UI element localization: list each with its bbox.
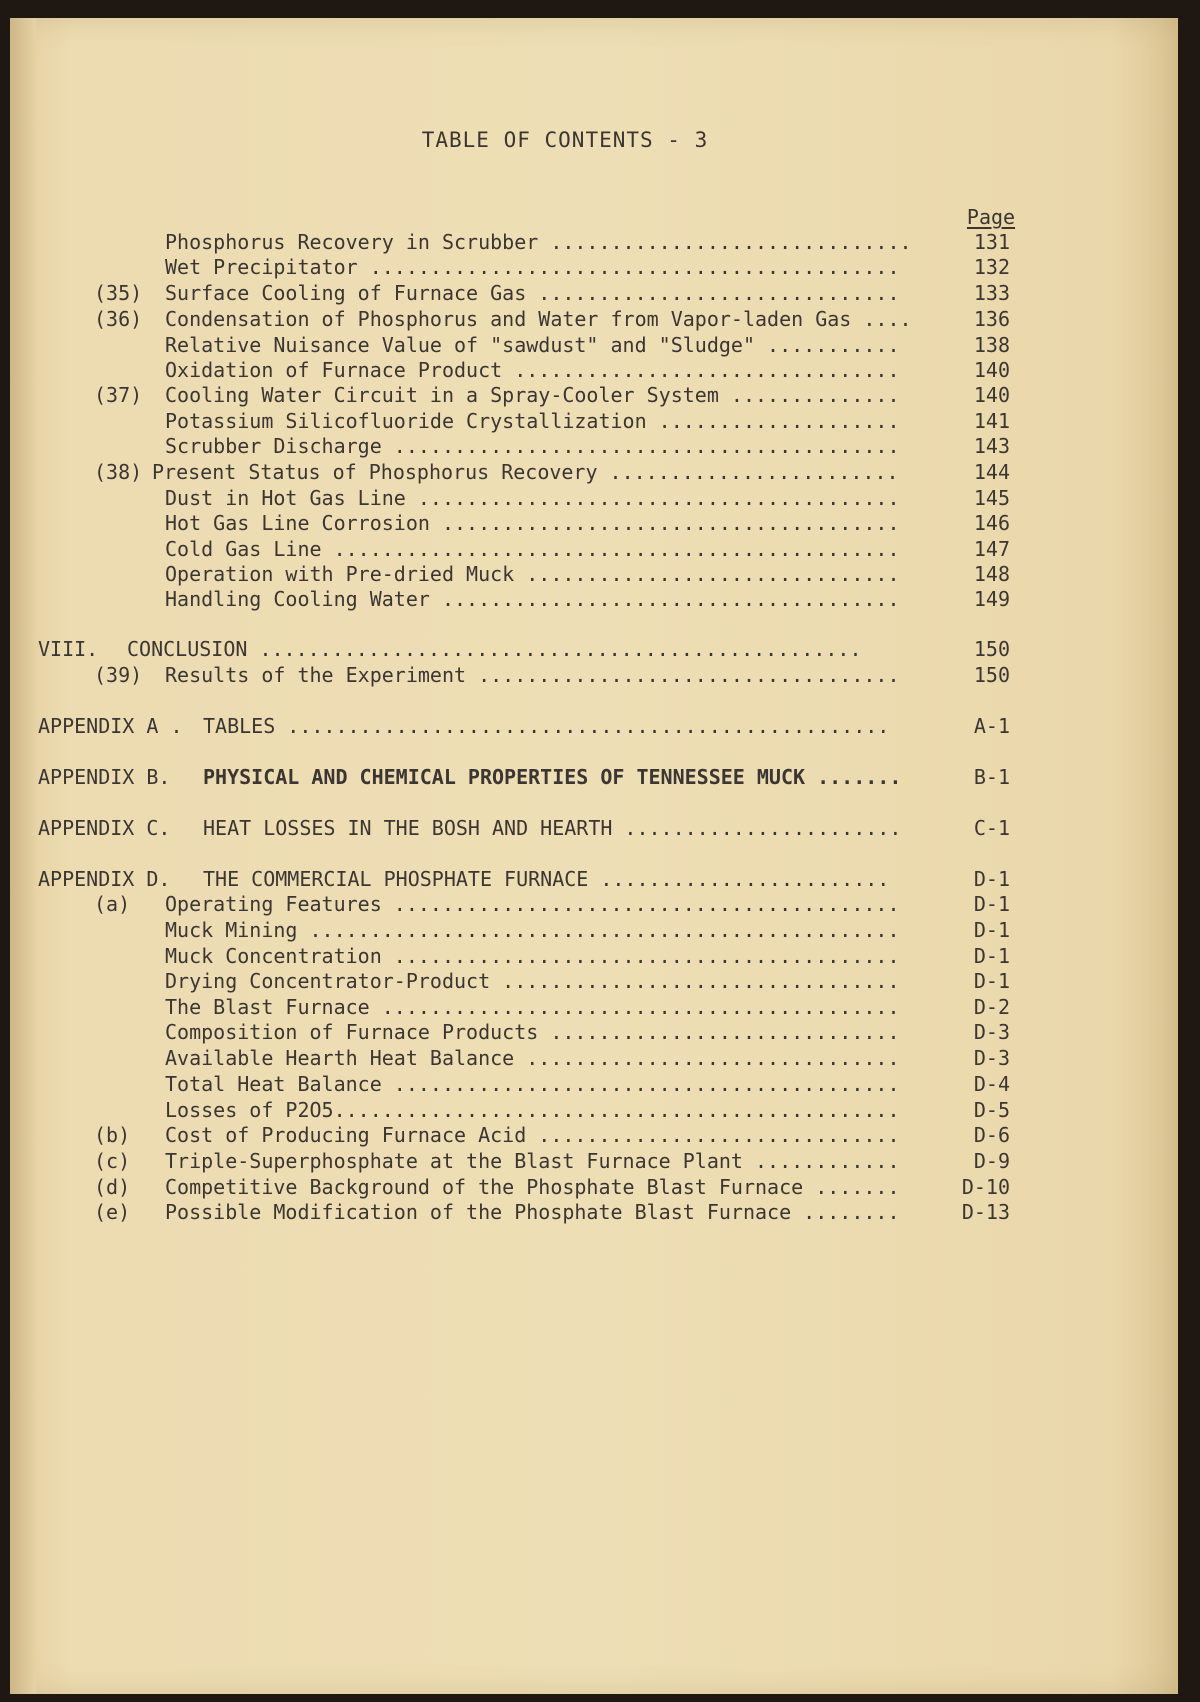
toc-entry-number: (37) xyxy=(94,383,143,407)
toc-entry-page: D-10 xyxy=(961,1175,1010,1199)
toc-entry xyxy=(0,1045,1200,1071)
toc-entry-title: Competitive Background of the Phosphate Blast Furnace ....... xyxy=(165,1175,900,1199)
toc-entry-title: Condensation of Phosphorus and Water from Vapor-laden Gas .... xyxy=(165,307,912,331)
toc-entry xyxy=(0,485,1200,511)
toc-entry-page: 144 xyxy=(973,460,1010,484)
toc-entry-page: D-1 xyxy=(973,944,1010,968)
toc-entry-title: Phosphorus Recovery in Scrubber .............................. xyxy=(165,230,912,254)
toc-entry-page: 148 xyxy=(973,562,1010,586)
toc-entry-title: Operation with Pre-dried Muck ............................... xyxy=(165,562,900,586)
toc-entry-number: (c) xyxy=(94,1149,131,1173)
toc-entry-page: C-1 xyxy=(973,816,1010,840)
toc-entry-page: D-1 xyxy=(973,867,1010,891)
toc-entry xyxy=(0,408,1200,434)
toc-entry-page: D-3 xyxy=(973,1020,1010,1044)
toc-entry xyxy=(0,459,1200,485)
toc-entry xyxy=(0,917,1200,943)
toc-entry-page: D-13 xyxy=(961,1200,1010,1224)
toc-entry xyxy=(0,254,1200,280)
toc-appendix xyxy=(0,866,1200,892)
toc-entry xyxy=(0,943,1200,969)
toc-entry-title: Oxidation of Furnace Product ................................ xyxy=(165,358,900,382)
toc-entry-title: Triple-Superphosphate at the Blast Furnace Plant ............ xyxy=(165,1149,900,1173)
toc-entry-title: Surface Cooling of Furnace Gas .............................. xyxy=(165,281,900,305)
toc-entry-page: 147 xyxy=(973,537,1010,561)
toc-entry-title: Dust in Hot Gas Line ........................................ xyxy=(165,486,900,510)
toc-entry-page: D-3 xyxy=(973,1046,1010,1070)
toc-entry-page: 141 xyxy=(973,409,1010,433)
toc-entry-page: 140 xyxy=(973,383,1010,407)
toc-appendix-number: APPENDIX A . xyxy=(38,714,183,738)
toc-entry-page: D-1 xyxy=(973,969,1010,993)
toc-entry-number: (36) xyxy=(94,307,143,331)
toc-entry-page: 132 xyxy=(973,255,1010,279)
toc-appendix-title: TABLES .................................................. xyxy=(203,714,890,738)
toc-entry xyxy=(0,536,1200,562)
toc-entry xyxy=(0,229,1200,255)
toc-appendix xyxy=(0,764,1200,790)
toc-entry-number: (e) xyxy=(94,1200,131,1224)
toc-entry-page: 150 xyxy=(973,663,1010,687)
toc-entry-title: Muck Mining ................................................. xyxy=(165,918,900,942)
toc-entry-title: Scrubber Discharge .......................................... xyxy=(165,434,900,458)
toc-entry-page: D-1 xyxy=(973,892,1010,916)
toc-entry xyxy=(0,332,1200,358)
toc-entry-title: Potassium Silicofluoride Crystallization .................... xyxy=(165,409,900,433)
toc-entry xyxy=(0,1122,1200,1148)
toc-appendix-title: PHYSICAL AND CHEMICAL PROPERTIES OF TENNESSEE MUCK ....... xyxy=(203,765,902,789)
toc-entry xyxy=(0,662,1200,688)
toc-entry-title: The Blast Furnace ........................................... xyxy=(165,995,900,1019)
toc-entry-page: A-1 xyxy=(973,714,1010,738)
toc-entry xyxy=(0,1097,1200,1123)
toc-entry-title: Present Status of Phosphorus Recovery ........................ xyxy=(152,460,899,484)
toc-entry-title: Results of the Experiment ................................... xyxy=(165,663,900,687)
toc-appendix-number: APPENDIX B. xyxy=(38,765,171,789)
toc-entry xyxy=(0,510,1200,536)
toc-section-title: CONCLUSION .................................................. xyxy=(127,637,862,661)
toc-entry-title: Cold Gas Line ............................................... xyxy=(165,537,900,561)
toc-entry-title: Losses of P2O5............................................... xyxy=(165,1098,900,1122)
toc-entry-number: (39) xyxy=(94,663,143,687)
toc-entry-page: 146 xyxy=(973,511,1010,535)
toc-entry-page: D-2 xyxy=(973,995,1010,1019)
toc-entry-page: 150 xyxy=(973,637,1010,661)
toc-entry-page: D-5 xyxy=(973,1098,1010,1122)
toc-entry-number: (38) xyxy=(94,460,143,484)
page-title: TABLE OF CONTENTS - 3 xyxy=(421,128,709,152)
toc-entry xyxy=(0,1174,1200,1200)
toc-entry-title: Handling Cooling Water ...................................... xyxy=(165,587,900,611)
toc-entry-title: Cooling Water Circuit in a Spray-Cooler System .............. xyxy=(165,383,900,407)
toc-appendix xyxy=(0,713,1200,739)
toc-entry-title: Possible Modification of the Phosphate Blast Furnace ........ xyxy=(165,1200,900,1224)
toc-entry-number: (b) xyxy=(94,1123,131,1147)
toc-entry xyxy=(0,357,1200,383)
toc-entry-page: 149 xyxy=(973,587,1010,611)
toc-entry xyxy=(0,561,1200,587)
toc-entry xyxy=(0,968,1200,994)
toc-entry-title: Cost of Producing Furnace Acid .............................. xyxy=(165,1123,900,1147)
toc-entry-page: D-6 xyxy=(973,1123,1010,1147)
toc-entry xyxy=(0,1019,1200,1045)
toc-entry-number: (a) xyxy=(94,892,131,916)
toc-entry-page: 138 xyxy=(973,333,1010,357)
toc-appendix-number: APPENDIX D. xyxy=(38,867,171,891)
toc-entry-title: Wet Precipitator ............................................ xyxy=(165,255,900,279)
toc-entry xyxy=(0,586,1200,612)
toc-entry-page: B-1 xyxy=(973,765,1010,789)
toc-appendix-title: HEAT LOSSES IN THE BOSH AND HEARTH ....................... xyxy=(203,816,902,840)
toc-appendix xyxy=(0,815,1200,841)
toc-entry xyxy=(0,1199,1200,1225)
toc-entry-page: D-4 xyxy=(973,1072,1010,1096)
toc-entry xyxy=(0,1071,1200,1097)
toc-entry-title: Hot Gas Line Corrosion ...................................... xyxy=(165,511,900,535)
toc-entry-title: Relative Nuisance Value of "sawdust" and "Sludge" ........... xyxy=(165,333,900,357)
toc-entry xyxy=(0,433,1200,459)
toc-entry-title: Composition of Furnace Products ............................. xyxy=(165,1020,900,1044)
toc-entry xyxy=(0,994,1200,1020)
toc-appendix-number: APPENDIX C. xyxy=(38,816,171,840)
toc-entry-title: Total Heat Balance .......................................... xyxy=(165,1072,900,1096)
toc-entry-page: 143 xyxy=(973,434,1010,458)
toc-entry xyxy=(0,280,1200,306)
toc-entry-number: (d) xyxy=(94,1175,131,1199)
toc-entry-title: Drying Concentrator-Product ................................. xyxy=(165,969,900,993)
page-column-header: Page xyxy=(966,205,1016,229)
toc-entry-number: (35) xyxy=(94,281,143,305)
toc-entry-title: Muck Concentration .......................................... xyxy=(165,944,900,968)
toc-entry xyxy=(0,1148,1200,1174)
toc-entry-page: 136 xyxy=(973,307,1010,331)
toc-entry-page: D-1 xyxy=(973,918,1010,942)
toc-section-number: VIII. xyxy=(38,637,99,661)
toc-entry xyxy=(0,306,1200,332)
toc-entry-title: Operating Features .......................................... xyxy=(165,892,900,916)
toc-entry xyxy=(0,891,1200,917)
toc-entry-title: Available Hearth Heat Balance ............................... xyxy=(165,1046,900,1070)
toc-entry-page: 133 xyxy=(973,281,1010,305)
toc-entry-page: 145 xyxy=(973,486,1010,510)
toc-appendix-title: THE COMMERCIAL PHOSPHATE FURNACE ........................ xyxy=(203,867,890,891)
toc-entry-page: D-9 xyxy=(973,1149,1010,1173)
toc-entry-page: 140 xyxy=(973,358,1010,382)
toc-section xyxy=(0,636,1200,662)
toc-entry xyxy=(0,382,1200,408)
toc-entry-page: 131 xyxy=(973,230,1010,254)
